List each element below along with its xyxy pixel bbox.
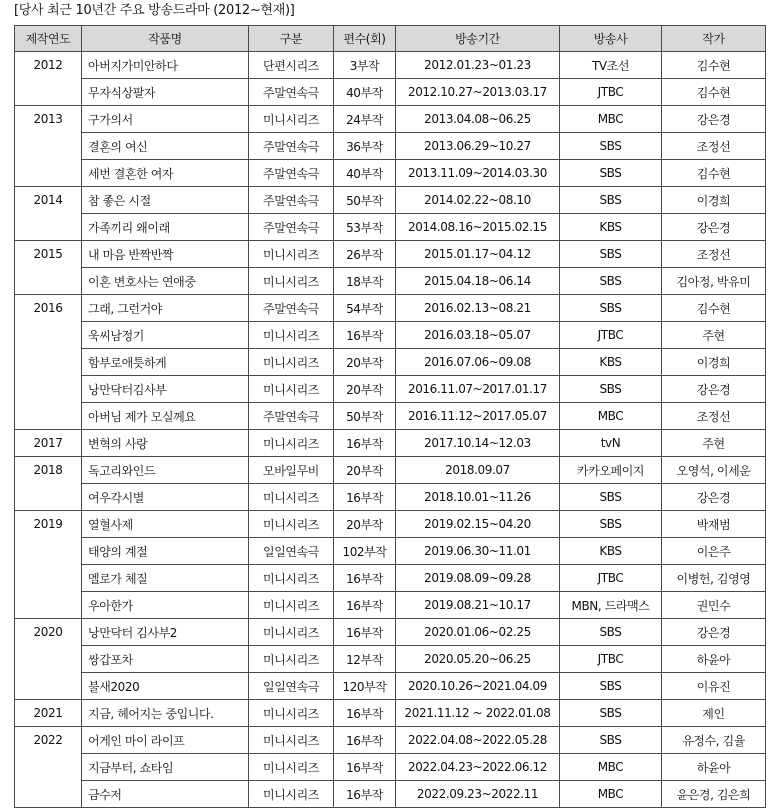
writer-cell: 이병헌, 김영영 [662, 565, 766, 592]
year-cell: 2017 [15, 430, 82, 457]
title-cell: 결혼의 여신 [82, 133, 249, 160]
episodes-cell: 40부작 [334, 160, 396, 187]
title-cell: 아버님 제가 모실께요 [82, 403, 249, 430]
title-cell: 금수저 [82, 781, 249, 808]
period-cell: 2018.09.07 [396, 457, 560, 484]
table-row [15, 160, 766, 187]
period-cell: 2016.11.12~2017.05.07 [396, 403, 560, 430]
table-caption: [당사 최근 10년간 주요 방송드라마 (2012~현재)] [14, 3, 295, 18]
col-header-episodes: 편수(회) [334, 26, 396, 52]
year-cell: 2020 [15, 619, 82, 700]
title-cell: 지금, 헤어지는 중입니다. [82, 700, 249, 727]
table-row [15, 484, 766, 511]
title-cell: 내 마음 반짝반짝 [82, 241, 249, 268]
title-cell: 구가의서 [82, 106, 249, 133]
title-cell: 무자식상팔자 [82, 79, 249, 106]
writer-cell: 조정선 [662, 133, 766, 160]
type-cell: 미니시리즈 [249, 430, 334, 457]
episodes-cell: 53부작 [334, 214, 396, 241]
year-cell: 2014 [15, 187, 82, 241]
writer-cell: 이유진 [662, 673, 766, 700]
broadcaster-cell: JTBC [560, 322, 662, 349]
title-cell: 아버지가미안하다 [82, 52, 249, 79]
year-cell: 2018 [15, 457, 82, 511]
table-row [15, 700, 766, 727]
episodes-cell: 16부작 [334, 592, 396, 619]
writer-cell: 권민수 [662, 592, 766, 619]
period-cell: 2019.02.15~04.20 [396, 511, 560, 538]
title-cell: 열혈사제 [82, 511, 249, 538]
writer-cell: 강은경 [662, 376, 766, 403]
episodes-cell: 16부작 [334, 781, 396, 808]
type-cell: 미니시리즈 [249, 241, 334, 268]
episodes-cell: 36부작 [334, 133, 396, 160]
writer-cell: 하윤아 [662, 754, 766, 781]
period-cell: 2018.10.01~11.26 [396, 484, 560, 511]
broadcaster-cell: SBS [560, 673, 662, 700]
year-cell: 2013 [15, 106, 82, 187]
type-cell: 미니시리즈 [249, 484, 334, 511]
year-cell: 2016 [15, 295, 82, 430]
writer-cell: 김수현 [662, 79, 766, 106]
period-cell: 2019.08.21~10.17 [396, 592, 560, 619]
period-cell: 2016.03.18~05.07 [396, 322, 560, 349]
table-row [15, 295, 766, 322]
type-cell: 미니시리즈 [249, 700, 334, 727]
table-row [15, 403, 766, 430]
period-cell: 2013.06.29~10.27 [396, 133, 560, 160]
episodes-cell: 40부작 [334, 79, 396, 106]
period-cell: 2014.08.16~2015.02.15 [396, 214, 560, 241]
episodes-cell: 18부작 [334, 268, 396, 295]
period-cell: 2019.06.30~11.01 [396, 538, 560, 565]
period-cell: 2017.10.14~12.03 [396, 430, 560, 457]
period-cell: 2013.04.08~06.25 [396, 106, 560, 133]
table-row [15, 727, 766, 754]
broadcaster-cell: SBS [560, 376, 662, 403]
type-cell: 주말연속극 [249, 79, 334, 106]
episodes-cell: 12부작 [334, 646, 396, 673]
type-cell: 일일연속극 [249, 673, 334, 700]
table-row [15, 754, 766, 781]
title-cell: 세번 결혼한 여자 [82, 160, 249, 187]
table-row [15, 673, 766, 700]
episodes-cell: 16부작 [334, 484, 396, 511]
episodes-cell: 20부작 [334, 376, 396, 403]
writer-cell: 김수현 [662, 295, 766, 322]
table-row [15, 592, 766, 619]
table-row [15, 457, 766, 484]
broadcaster-cell: SBS [560, 700, 662, 727]
period-cell: 2016.02.13~08.21 [396, 295, 560, 322]
type-cell: 일일연속극 [249, 538, 334, 565]
col-header-period: 방송기간 [396, 26, 560, 52]
col-header-broadcaster: 방송사 [560, 26, 662, 52]
col-header-year: 제작연도 [15, 26, 82, 52]
broadcaster-cell: SBS [560, 241, 662, 268]
table-row [15, 106, 766, 133]
period-cell: 2020.05.20~06.25 [396, 646, 560, 673]
year-cell: 2019 [15, 511, 82, 619]
writer-cell: 유정수, 김율 [662, 727, 766, 754]
table-row [15, 187, 766, 214]
broadcaster-cell: tvN [560, 430, 662, 457]
title-cell: 낭만닥터 김사부2 [82, 619, 249, 646]
type-cell: 미니시리즈 [249, 376, 334, 403]
episodes-cell: 16부작 [334, 322, 396, 349]
writer-cell: 강은경 [662, 106, 766, 133]
writer-cell: 제인 [662, 700, 766, 727]
table-row [15, 430, 766, 457]
type-cell: 미니시리즈 [249, 754, 334, 781]
writer-cell: 주현 [662, 322, 766, 349]
type-cell: 주말연속극 [249, 187, 334, 214]
writer-cell: 하윤아 [662, 646, 766, 673]
broadcaster-cell: JTBC [560, 79, 662, 106]
writer-cell: 이은주 [662, 538, 766, 565]
type-cell: 주말연속극 [249, 403, 334, 430]
writer-cell: 김수현 [662, 160, 766, 187]
type-cell: 주말연속극 [249, 295, 334, 322]
writer-cell: 조정선 [662, 241, 766, 268]
broadcaster-cell: SBS [560, 484, 662, 511]
episodes-cell: 3부작 [334, 52, 396, 79]
type-cell: 미니시리즈 [249, 619, 334, 646]
table-row [15, 538, 766, 565]
col-header-title: 작품명 [82, 26, 249, 52]
episodes-cell: 50부작 [334, 403, 396, 430]
broadcaster-cell: MBN, 드라맥스 [560, 592, 662, 619]
broadcaster-cell: SBS [560, 187, 662, 214]
writer-cell: 강은경 [662, 484, 766, 511]
table-row [15, 376, 766, 403]
period-cell: 2012.01.23~01.23 [396, 52, 560, 79]
period-cell: 2015.01.17~04.12 [396, 241, 560, 268]
broadcaster-cell: 카카오페이지 [560, 457, 662, 484]
period-cell: 2020.10.26~2021.04.09 [396, 673, 560, 700]
period-cell: 2019.08.09~09.28 [396, 565, 560, 592]
title-cell: 가족끼리 왜이래 [82, 214, 249, 241]
table-row [15, 133, 766, 160]
writer-cell: 김아정, 박유미 [662, 268, 766, 295]
episodes-cell: 20부작 [334, 511, 396, 538]
period-cell: 2013.11.09~2014.03.30 [396, 160, 560, 187]
type-cell: 미니시리즈 [249, 349, 334, 376]
writer-cell: 윤은경, 김은희 [662, 781, 766, 808]
type-cell: 미니시리즈 [249, 511, 334, 538]
title-cell: 함부로애틋하게 [82, 349, 249, 376]
drama-table [14, 25, 766, 808]
title-cell: 독고리와인드 [82, 457, 249, 484]
broadcaster-cell: MBC [560, 106, 662, 133]
title-cell: 이혼 변호사는 연애중 [82, 268, 249, 295]
type-cell: 미니시리즈 [249, 268, 334, 295]
title-cell: 태양의 계절 [82, 538, 249, 565]
type-cell: 미니시리즈 [249, 592, 334, 619]
type-cell: 주말연속극 [249, 133, 334, 160]
period-cell: 2022.04.23~2022.06.12 [396, 754, 560, 781]
episodes-cell: 20부작 [334, 457, 396, 484]
table-row [15, 52, 766, 79]
title-cell: 여우각시별 [82, 484, 249, 511]
header-row [15, 26, 766, 52]
table-row [15, 619, 766, 646]
writer-cell: 오영석, 이세운 [662, 457, 766, 484]
broadcaster-cell: JTBC [560, 565, 662, 592]
broadcaster-cell: SBS [560, 619, 662, 646]
writer-cell: 조정선 [662, 403, 766, 430]
broadcaster-cell: SBS [560, 160, 662, 187]
broadcaster-cell: KBS [560, 214, 662, 241]
episodes-cell: 16부작 [334, 700, 396, 727]
type-cell: 단편시리즈 [249, 52, 334, 79]
year-cell: 2022 [15, 727, 82, 808]
broadcaster-cell: JTBC [560, 646, 662, 673]
broadcaster-cell: SBS [560, 133, 662, 160]
table-row [15, 781, 766, 808]
title-cell: 변혁의 사랑 [82, 430, 249, 457]
episodes-cell: 26부작 [334, 241, 396, 268]
table-row [15, 646, 766, 673]
type-cell: 미니시리즈 [249, 106, 334, 133]
title-cell: 쌍갑포차 [82, 646, 249, 673]
type-cell: 주말연속극 [249, 214, 334, 241]
type-cell: 모바일무비 [249, 457, 334, 484]
broadcaster-cell: TV조선 [560, 52, 662, 79]
year-cell: 2012 [15, 52, 82, 106]
period-cell: 2014.02.22~08.10 [396, 187, 560, 214]
type-cell: 주말연속극 [249, 160, 334, 187]
table-row [15, 79, 766, 106]
episodes-cell: 16부작 [334, 430, 396, 457]
writer-cell: 강은경 [662, 214, 766, 241]
type-cell: 미니시리즈 [249, 322, 334, 349]
title-cell: 우아한가 [82, 592, 249, 619]
period-cell: 2012.10.27~2013.03.17 [396, 79, 560, 106]
episodes-cell: 16부작 [334, 565, 396, 592]
broadcaster-cell: MBC [560, 754, 662, 781]
writer-cell: 이경희 [662, 349, 766, 376]
table-row [15, 214, 766, 241]
episodes-cell: 120부작 [334, 673, 396, 700]
broadcaster-cell: SBS [560, 727, 662, 754]
broadcaster-cell: SBS [560, 511, 662, 538]
type-cell: 미니시리즈 [249, 781, 334, 808]
episodes-cell: 16부작 [334, 754, 396, 781]
broadcaster-cell: MBC [560, 403, 662, 430]
episodes-cell: 102부작 [334, 538, 396, 565]
type-cell: 미니시리즈 [249, 727, 334, 754]
table-row [15, 565, 766, 592]
table-row [15, 241, 766, 268]
table-row [15, 511, 766, 538]
title-cell: 그래, 그런거야 [82, 295, 249, 322]
period-cell: 2020.01.06~02.25 [396, 619, 560, 646]
writer-cell: 박재범 [662, 511, 766, 538]
episodes-cell: 16부작 [334, 619, 396, 646]
period-cell: 2016.07.06~09.08 [396, 349, 560, 376]
col-header-type: 구분 [249, 26, 334, 52]
type-cell: 미니시리즈 [249, 565, 334, 592]
period-cell: 2022.04.08~2022.05.28 [396, 727, 560, 754]
title-cell: 낭만닥터김사부 [82, 376, 249, 403]
writer-cell: 이경희 [662, 187, 766, 214]
year-cell: 2021 [15, 700, 82, 727]
title-cell: 지금부터, 쇼타임 [82, 754, 249, 781]
broadcaster-cell: KBS [560, 349, 662, 376]
broadcaster-cell: MBC [560, 781, 662, 808]
writer-cell: 주현 [662, 430, 766, 457]
writer-cell: 강은경 [662, 619, 766, 646]
period-cell: 2016.11.07~2017.01.17 [396, 376, 560, 403]
episodes-cell: 24부작 [334, 106, 396, 133]
broadcaster-cell: SBS [560, 295, 662, 322]
period-cell: 2021.11.12 ~ 2022.01.08 [396, 700, 560, 727]
episodes-cell: 20부작 [334, 349, 396, 376]
episodes-cell: 16부작 [334, 727, 396, 754]
writer-cell: 김수현 [662, 52, 766, 79]
period-cell: 2022.09.23~2022.11 [396, 781, 560, 808]
episodes-cell: 50부작 [334, 187, 396, 214]
table-row [15, 268, 766, 295]
table-row [15, 349, 766, 376]
episodes-cell: 54부작 [334, 295, 396, 322]
year-cell: 2015 [15, 241, 82, 295]
table-row [15, 322, 766, 349]
title-cell: 멜로가 체질 [82, 565, 249, 592]
broadcaster-cell: KBS [560, 538, 662, 565]
col-header-writer: 작가 [662, 26, 766, 52]
broadcaster-cell: SBS [560, 268, 662, 295]
title-cell: 어게인 마이 라이프 [82, 727, 249, 754]
title-cell: 욱씨남정기 [82, 322, 249, 349]
type-cell: 미니시리즈 [249, 646, 334, 673]
title-cell: 불새2020 [82, 673, 249, 700]
title-cell: 참 좋은 시절 [82, 187, 249, 214]
table-body [15, 52, 766, 808]
period-cell: 2015.04.18~06.14 [396, 268, 560, 295]
